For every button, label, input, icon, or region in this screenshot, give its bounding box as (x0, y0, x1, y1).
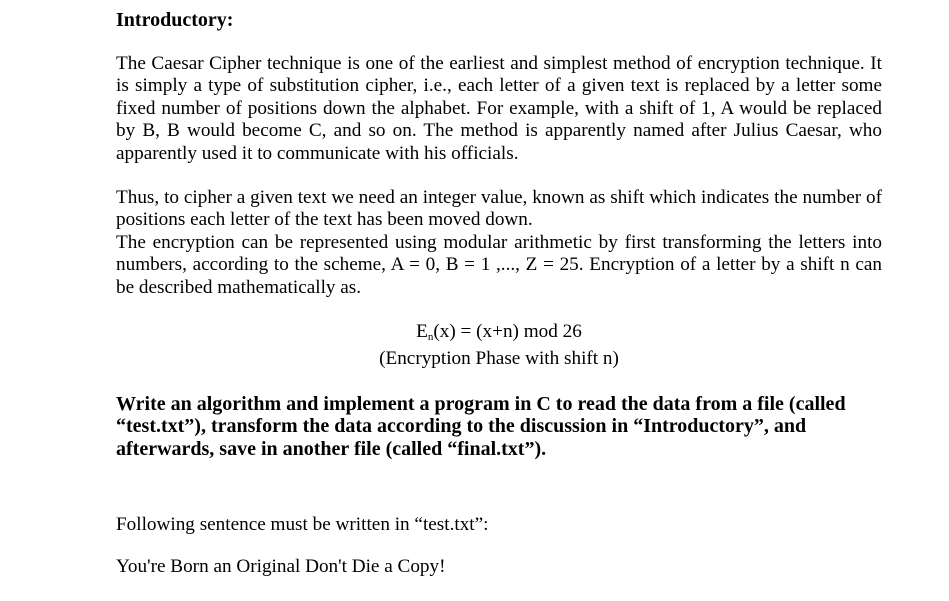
test-file-note: Following sentence must be written in “test.txt”: (116, 514, 489, 536)
shift-paragraph: Thus, to cipher a given text we need an integer value, known as shift which indicates the number of positions each letter of the text has been moved down. (116, 187, 882, 231)
formula-expression (116, 321, 882, 348)
encryption-formula (116, 321, 882, 371)
sample-sentence: You're Born an Original Don't Die a Copy! (116, 555, 446, 577)
formula-subscript: n (427, 331, 434, 344)
modular-paragraph: The encryption can be represented using modular arithmetic by first transforming the letters into numbers, according to the scheme, A = 0, B = 1 ,..., Z = 25. Encryption of a letter by a shift n can be described mathematically as. (116, 231, 882, 298)
section-heading: Introductory: (116, 9, 234, 31)
formula-rhs: (x) = (x+n) mod 26 (433, 321, 582, 343)
intro-paragraph: The Caesar Cipher technique is one of the earliest and simplest method of encryption technique. It is simply a type of substitution cipher, i.e., each letter of a given text is replaced by a letter some fixed number of positions down the alphabet. For example, with a shift of 1, A would be replaced by B, B would become C, and so on. The method is apparently named after Julius Caesar, who apparently used it to communicate with his officials. (116, 53, 882, 164)
formula-function: E (416, 321, 428, 343)
formula-caption: (Encryption Phase with shift n) (379, 348, 619, 370)
document-page (116, 8, 882, 597)
task-statement: Write an algorithm and implement a program in C to read the data from a file (called “test.txt”), transform the data according to the discussion in “Introductory”, and afterwards, save in another file (called “final.txt”). (116, 392, 846, 460)
